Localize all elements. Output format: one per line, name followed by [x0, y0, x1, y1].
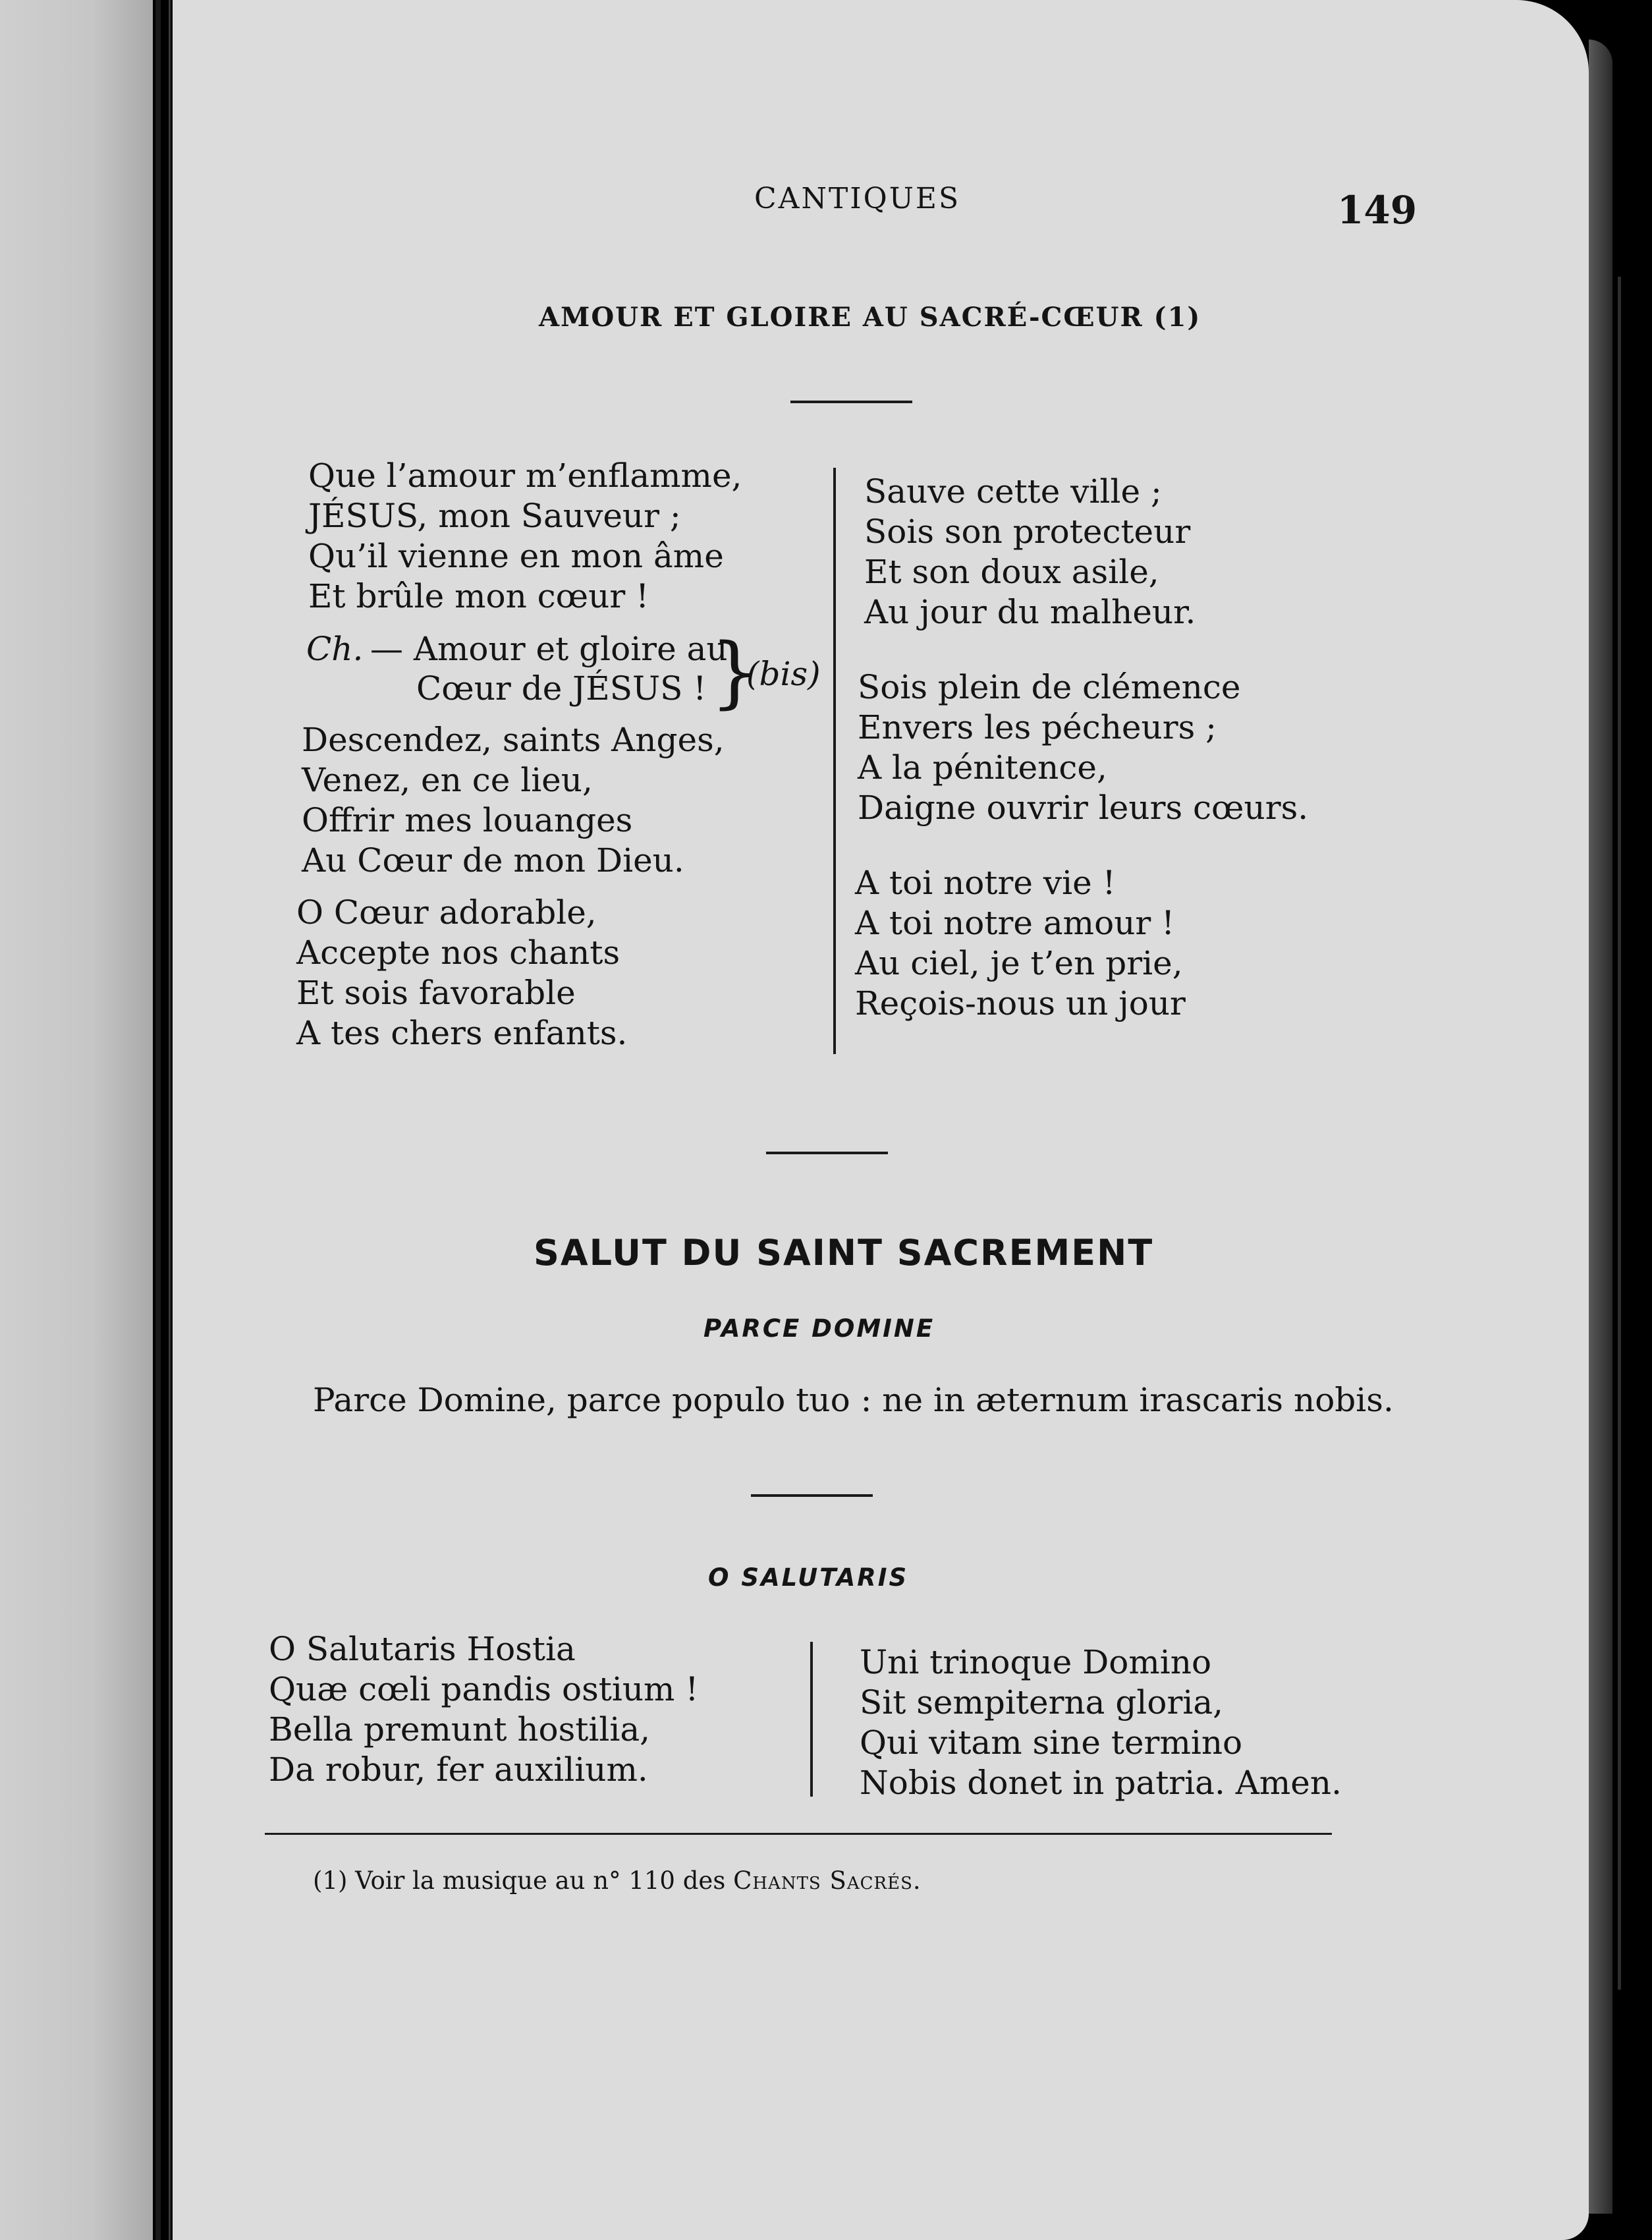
salutaris-left [269, 1629, 698, 1790]
verse-line: Uni trinoque Domino [860, 1643, 1212, 1681]
running-header: CANTIQUES [754, 182, 961, 215]
salutaris-heading: O SALUTARIS [708, 1563, 909, 1592]
verse-line: Nobis donet in patria. Amen. [860, 1764, 1342, 1802]
verse-line: Descendez, saints Anges, [302, 721, 725, 759]
verse-line: JÉSUS, mon Sauveur ; [308, 497, 681, 535]
stanza-4 [864, 472, 1196, 632]
verse-line: A la pénitence, [858, 748, 1107, 787]
verse-line: Bella premunt hostilia, [269, 1710, 651, 1749]
verse-line: Quæ cœli pandis ostium ! [269, 1670, 699, 1708]
footnote [313, 1868, 922, 1893]
verse-line: Reçois-nous un jour [855, 984, 1186, 1022]
verse-line: Sois plein de clémence [858, 668, 1241, 706]
stanza-2 [302, 720, 725, 881]
verse-line: Au ciel, je t’en prie, [855, 944, 1183, 982]
title-rule [790, 401, 912, 403]
gutter-line-inner [169, 0, 171, 2240]
salutaris-right [860, 1642, 1342, 1803]
verse-line: Au jour du malheur. [864, 593, 1196, 631]
verse-line: Sauve cette ville ; [864, 472, 1162, 511]
verse-line: Et son doux asile, [864, 553, 1159, 591]
verse-line: Sois son protecteur [864, 513, 1191, 551]
verse-line: Au Cœur de mon Dieu. [302, 841, 684, 880]
verse-line: A toi notre amour ! [855, 904, 1175, 942]
stanza-1 [308, 456, 742, 617]
footnote-text: (1) Voir la musique au n° 110 des [313, 1866, 726, 1895]
verse-line: Et brûle mon cœur ! [308, 577, 649, 615]
verse-line: Da robur, fer auxilium. [269, 1750, 648, 1789]
footnote-rule [265, 1833, 1332, 1835]
facing-page-edge [0, 0, 153, 2240]
page-fore-edge [1589, 40, 1612, 2214]
chorus-label: Ch. [306, 630, 364, 668]
section-rule [766, 1152, 888, 1154]
hymn-title: AMOUR ET GLOIRE AU SACRÉ-CŒUR (1) [539, 302, 1201, 333]
verse-line: Offrir mes louanges [302, 801, 633, 839]
verse-line: Et sois favorable [296, 974, 576, 1012]
footnote-ref: Chants Sacrés. [733, 1866, 922, 1895]
parce-heading: PARCE DOMINE [703, 1314, 935, 1343]
verse-line: O Salutaris Hostia [269, 1630, 576, 1668]
fore-edge-line [1618, 277, 1621, 1990]
column-divider [810, 1642, 813, 1797]
chorus-brace: } [710, 626, 760, 717]
column-divider [833, 468, 836, 1054]
verse-line: Sit sempiterna gloria, [860, 1683, 1224, 1722]
parce-text: Parce Domine, parce populo tuo : ne in æternum irascaris nobis. [313, 1381, 1394, 1419]
verse-line: Que l’amour m’enflamme, [308, 457, 742, 495]
verse-line: Daigne ouvrir leurs cœurs. [858, 789, 1309, 827]
chorus-line-2: Cœur de JÉSUS ! [416, 669, 707, 708]
book-page [173, 0, 1589, 2240]
gutter-line [155, 0, 161, 2240]
verse-line: Accepte nos chants [296, 934, 620, 972]
verse-line: Qu’il vienne en mon âme [308, 537, 724, 575]
chorus-line-1: — Amour et gloire au [370, 630, 728, 668]
verse-line: Envers les pécheurs ; [858, 708, 1217, 746]
stanza-3 [296, 893, 627, 1053]
stanza-5 [858, 667, 1308, 828]
section-title: SALUT DU SAINT SACREMENT [534, 1232, 1154, 1274]
verse-line: A toi notre vie ! [855, 864, 1116, 902]
verse-line: Qui vitam sine termino [860, 1723, 1243, 1762]
verse-line: Venez, en ce lieu, [302, 761, 593, 799]
section-rule [751, 1494, 873, 1497]
page-number: 149 [1337, 188, 1418, 233]
stanza-6 [855, 863, 1186, 1024]
chorus-repeat: (bis) [746, 655, 821, 693]
verse-line: O Cœur adorable, [296, 893, 597, 932]
verse-line: A tes chers enfants. [296, 1014, 628, 1052]
